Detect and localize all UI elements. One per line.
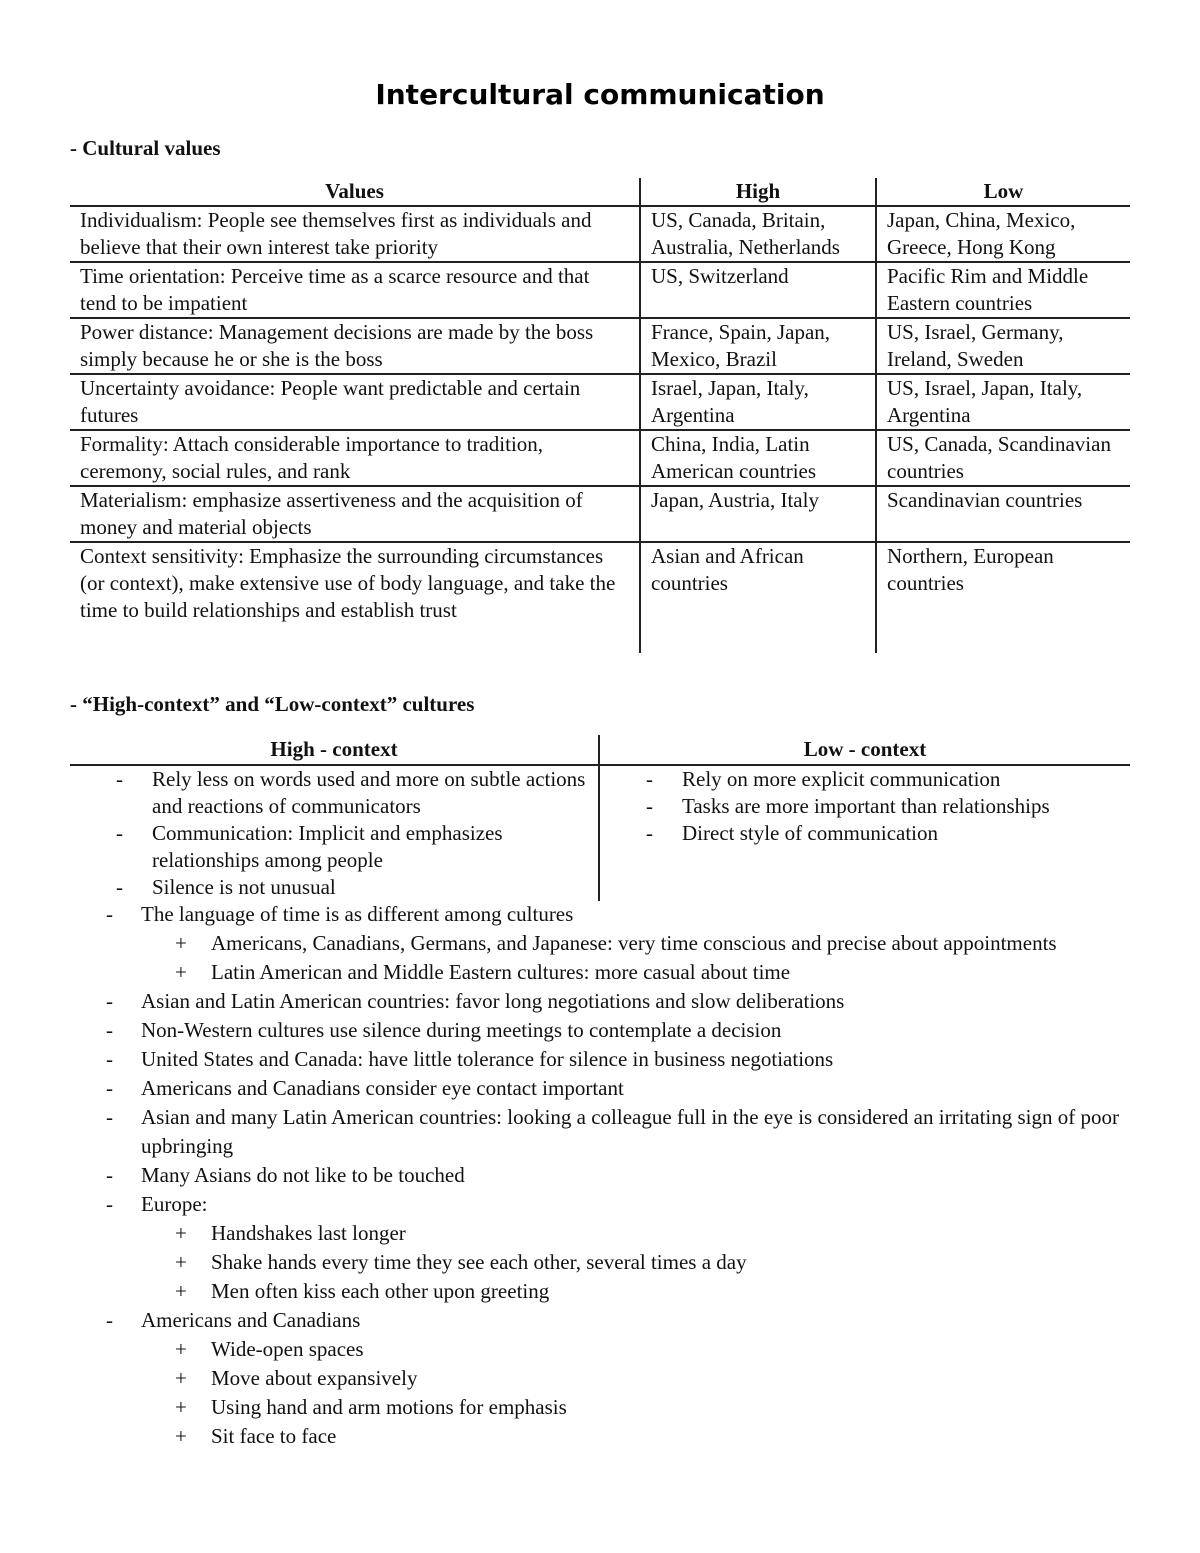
low-cell: US, Canada, Scandinavian countries	[876, 430, 1130, 486]
sub-list-item-text: Handshakes last longer	[211, 1221, 406, 1245]
dash-bullet: -	[116, 875, 123, 899]
table-row	[70, 430, 1130, 486]
sub-list-item-text: Latin American and Middle Eastern cultures: more casual about time	[211, 960, 791, 984]
sub-list-item-text: Wide-open spaces	[211, 1337, 364, 1361]
dash-bullet: -	[106, 1076, 113, 1100]
dash-bullet: -	[106, 989, 113, 1013]
sub-list-item	[175, 1219, 1200, 1248]
low-context-cell	[599, 765, 1130, 901]
value-cell: Materialism: emphasize assertiveness and the acquisition of money and material objects	[70, 486, 640, 542]
list-item-text: Asian and many Latin American countries: looking a colleague full in the eye is considered an irritating sign of poor upbringing	[141, 1105, 1119, 1158]
list-item-text: United States and Canada: have little tolerance for silence in business negotiations	[141, 1047, 834, 1071]
header-values: Values	[70, 178, 640, 206]
sub-list-item	[175, 1277, 1200, 1306]
high-cell: US, Switzerland	[640, 262, 876, 318]
value-cell: Time orientation: Perceive time as a scarce resource and that tend to be impatient	[70, 262, 640, 318]
low-cell: Northern, European countries	[876, 542, 1130, 653]
list-item	[0, 1306, 1200, 1451]
list-item-text: Rely on more explicit communication	[682, 767, 1001, 791]
table-row	[70, 542, 1130, 653]
value-cell: Context sensitivity: Emphasize the surrounding circumstances (or context), make extensive use of body language, and take the time to build relationships and establish trust	[80, 544, 616, 622]
list-item-text: Europe:	[141, 1192, 208, 1216]
high-cell: Asian and African countries	[640, 542, 876, 653]
plus-bullet: +	[175, 1337, 187, 1361]
low-cell: Japan, China, Mexico, Greece, Hong Kong	[876, 206, 1130, 262]
sub-list-item	[175, 1248, 1200, 1277]
dash-bullet: -	[106, 1047, 113, 1071]
page-title: Intercultural communication	[375, 78, 825, 111]
plus-bullet: +	[175, 931, 187, 955]
list-item	[0, 900, 1200, 987]
sub-list-item	[175, 958, 1200, 987]
section-heading-cultural-values: - Cultural values	[70, 136, 221, 160]
plus-bullet: +	[175, 1366, 187, 1390]
list-item-text: Silence is not unusual	[152, 875, 336, 899]
plus-bullet: +	[175, 1424, 187, 1448]
low-cell: Scandinavian countries	[876, 486, 1130, 542]
dash-bullet: -	[646, 794, 653, 818]
sub-list	[141, 1219, 1200, 1306]
sub-list-item	[175, 1393, 1200, 1422]
list-item-text: Rely less on words used and more on subtle actions and reactions of communicators	[152, 767, 586, 818]
list-item-text: Direct style of communication	[682, 821, 939, 845]
list-item	[600, 820, 1130, 847]
low-cell: US, Israel, Japan, Italy, Argentina	[876, 374, 1130, 430]
high-context-cell	[70, 765, 599, 901]
sub-list-item-text: Sit face to face	[211, 1424, 337, 1448]
table-row	[70, 206, 1130, 262]
list-item	[0, 1045, 1200, 1074]
sub-list-item	[175, 1422, 1200, 1451]
sub-list-item-text: Shake hands every time they see each other, several times a day	[211, 1250, 747, 1274]
dash-bullet: -	[106, 902, 113, 926]
value-cell: Formality: Attach considerable importance to tradition, ceremony, social rules, and rank	[70, 430, 640, 486]
table-row	[70, 318, 1130, 374]
list-item-text: Communication: Implicit and emphasizes relationships among people	[152, 821, 503, 872]
dash-bullet: -	[646, 821, 653, 845]
sub-list	[141, 929, 1200, 987]
high-cell: Israel, Japan, Italy, Argentina	[640, 374, 876, 430]
header-low: Low	[876, 178, 1130, 206]
sub-list-item-text: Americans, Canadians, Germans, and Japanese: very time conscious and precise about appointments	[211, 931, 1057, 955]
plus-bullet: +	[175, 1395, 187, 1419]
context-table	[70, 735, 1130, 901]
table-row	[70, 374, 1130, 430]
list-item	[600, 793, 1130, 820]
low-cell: Pacific Rim and Middle Eastern countries	[876, 262, 1130, 318]
value-cell: Power distance: Management decisions are made by the boss simply because he or she is the boss	[70, 318, 640, 374]
sub-list-item-text: Men often kiss each other upon greeting	[211, 1279, 550, 1303]
list-item	[0, 1103, 1200, 1161]
list-item	[70, 874, 598, 901]
list-item	[600, 766, 1130, 793]
table-row	[70, 486, 1130, 542]
list-item	[0, 1074, 1200, 1103]
table-row	[70, 262, 1130, 318]
plus-bullet: +	[175, 960, 187, 984]
dash-bullet: -	[116, 767, 123, 791]
dash-bullet: -	[116, 821, 123, 845]
header-high: High	[640, 178, 876, 206]
plus-bullet: +	[175, 1250, 187, 1274]
list-item	[0, 987, 1200, 1016]
value-cell: Uncertainty avoidance: People want predictable and certain futures	[70, 374, 640, 430]
plus-bullet: +	[175, 1279, 187, 1303]
table-header-row	[70, 178, 1130, 206]
sub-list	[141, 1335, 1200, 1451]
list-item-text: Americans and Canadians consider eye contact important	[141, 1076, 624, 1100]
low-cell: US, Israel, Germany, Ireland, Sweden	[876, 318, 1130, 374]
header-high-context: High - context	[70, 735, 599, 765]
notes-list	[0, 900, 1200, 1451]
list-item-text: Non-Western cultures use silence during meetings to contemplate a decision	[141, 1018, 782, 1042]
dash-bullet: -	[106, 1308, 113, 1332]
dash-bullet: -	[106, 1192, 113, 1216]
high-cell: China, India, Latin American countries	[640, 430, 876, 486]
list-item	[70, 766, 598, 820]
list-item-text: The language of time is as different among cultures	[141, 902, 574, 926]
list-item-text: Americans and Canadians	[141, 1308, 361, 1332]
sub-list-item	[175, 1364, 1200, 1393]
dash-bullet: -	[106, 1105, 113, 1129]
sub-list-item	[175, 1335, 1200, 1364]
header-low-context: Low - context	[599, 735, 1130, 765]
cultural-values-table	[70, 178, 1130, 653]
list-item	[0, 1190, 1200, 1306]
list-item	[0, 1016, 1200, 1045]
list-item	[0, 1161, 1200, 1190]
plus-bullet: +	[175, 1221, 187, 1245]
list-item	[70, 820, 598, 874]
dash-bullet: -	[106, 1018, 113, 1042]
sub-list-item	[175, 929, 1200, 958]
section-heading-context-cultures: - “High-context” and “Low-context” cultures	[70, 692, 475, 716]
list-item-text: Asian and Latin American countries: favor long negotiations and slow deliberations	[141, 989, 845, 1013]
dash-bullet: -	[646, 767, 653, 791]
high-cell: France, Spain, Japan, Mexico, Brazil	[640, 318, 876, 374]
sub-list-item-text: Using hand and arm motions for emphasis	[211, 1395, 567, 1419]
high-cell: US, Canada, Britain, Australia, Netherlands	[640, 206, 876, 262]
list-item-text: Many Asians do not like to be touched	[141, 1163, 465, 1187]
list-item-text: Tasks are more important than relationships	[682, 794, 1050, 818]
dash-bullet: -	[106, 1163, 113, 1187]
high-cell: Japan, Austria, Italy	[640, 486, 876, 542]
value-cell: Individualism: People see themselves first as individuals and believe that their own interest take priority	[70, 206, 640, 262]
sub-list-item-text: Move about expansively	[211, 1366, 418, 1390]
